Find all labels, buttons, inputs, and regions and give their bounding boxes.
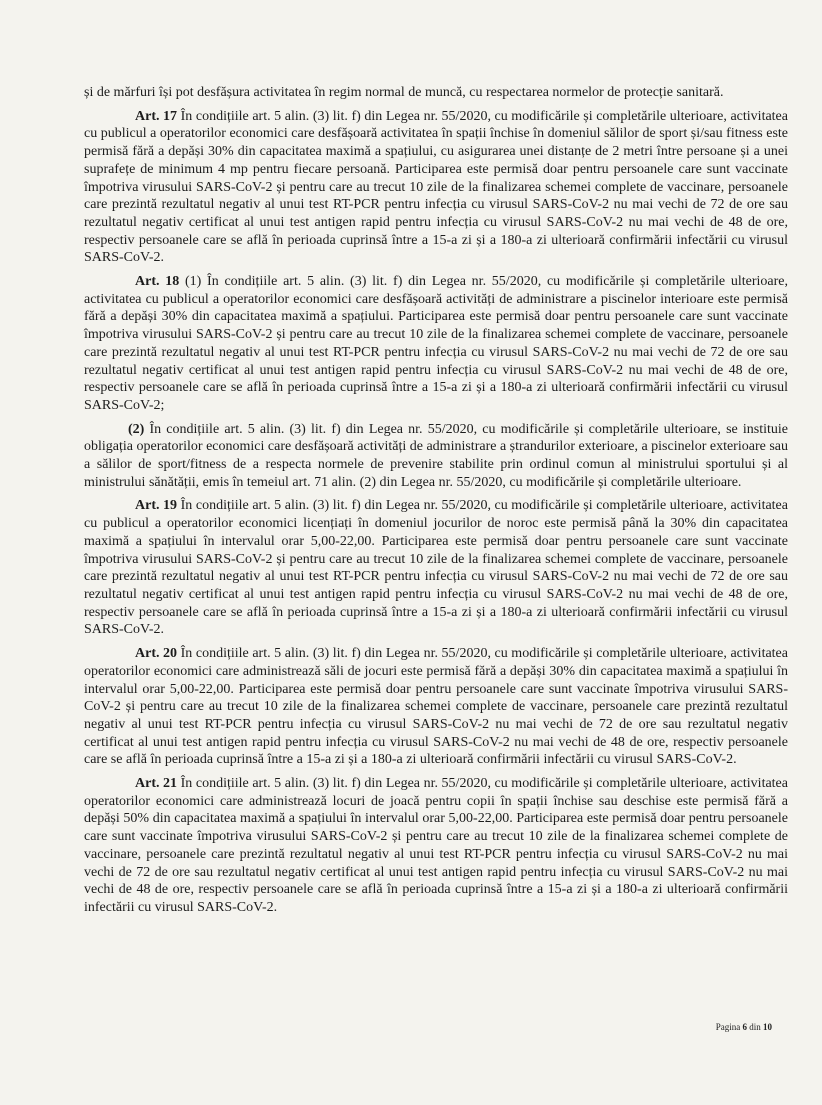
article-text: În condițiile art. 5 alin. (3) lit. f) din Legea nr. 55/2020, cu modificările și completările ulterioare, activitatea cu publicul a operatorilor economici licențiați în domeniul jocurilor de noroc este permisă până la 30% din capacitatea maximă a spațiului în intervalul orar 5,00-22,00. Participarea este permisă doar pentru persoanele care sunt vaccinate împotriva virusului SARS-CoV-2 și pentru care au trecut 10 zile de la finalizarea schemei complete de vaccinare, persoanele care prezintă rezultatul negativ al unui test RT-PCR pentru infecția cu virusul SARS-CoV-2 nu mai vechi de 72 de ore sau rezultatul negativ certificat al unui test antigen rapid pentru infecția cu virusul SARS-CoV-2 nu mai vechi de 48 de ore, respectiv persoanele care se află în perioada cuprinsă între a 15-a zi și a 180-a zi ulterioară confirmării infectării cu virusul SARS-CoV-2. — [84, 498, 788, 638]
article-label: Art. 19 — [135, 498, 178, 514]
article-label: Art. 21 — [135, 776, 178, 792]
article-19 — [84, 497, 788, 639]
article-17 — [84, 108, 788, 267]
article-18-1 — [84, 273, 788, 415]
article-21 — [84, 775, 788, 917]
article-label: Art. 20 — [135, 646, 178, 662]
page-word: Pagina — [715, 1022, 741, 1032]
article-20 — [84, 645, 788, 769]
intro-paragraph: și de mărfuri își pot desfășura activitatea în regim normal de muncă, cu respectarea normelor de protecție sanitară. — [84, 85, 724, 100]
of-word: din — [749, 1022, 761, 1032]
article-label: Art. 18 — [135, 274, 180, 290]
article-text: (1) În condițiile art. 5 alin. (3) lit. f) din Legea nr. 55/2020, cu modificările și completările ulterioare, activitatea cu publicul a operatorilor economici care desfășoară activități de administrare a piscinelor interioare este permisă fără a depăși 30% din capacitatea maximă a spațiului. Participarea este permisă doar pentru persoanele care sunt vaccinate împotriva virusului SARS-CoV-2 și pentru care au trecut 10 zile de la finalizarea schemei complete de vaccinare, persoanele care prezintă rezultatul negativ al unui test RT-PCR pentru infecția cu virusul SARS-CoV-2 nu mai vechi de 72 de ore sau rezultatul negativ certificat al unui test antigen rapid pentru infecția cu virusul SARS-CoV-2 nu mai vechi de 48 de ore, respectiv persoanele care se află în perioada cuprinsă între a 15-a zi și a 180-a zi ulterioară confirmării infectării cu virusul SARS-CoV-2; — [84, 274, 788, 413]
article-text: În condițiile art. 5 alin. (3) lit. f) din Legea nr. 55/2020, cu modificările și completările ulterioare, activitatea cu publicul a operatorilor economici care desfășoară activitatea în spații închise în domeniul sălilor de sport și/sau fitness este permisă fără a depăși 30% din capacitatea maximă a spațiului, cu asigurarea unei distanțe de 2 metri între persoane și a unei suprafețe de minimum 4 mp pentru fiecare persoană. Participarea este permisă doar pentru persoanele care sunt vaccinate împotriva virusului SARS-CoV-2 și pentru care au trecut 10 zile de la finalizarea schemei complete de vaccinare, persoanele care prezintă rezultatul negativ al unui test RT-PCR pentru infecția cu virusul SARS-CoV-2 nu mai vechi de 72 de ore sau rezultatul negativ certificat al unui test antigen rapid pentru infecția cu virusul SARS-CoV-2 nu mai vechi de 48 de ore, respectiv persoanele care se află în perioada cuprinsă între a 15-a zi și a 180-a zi ulterioară confirmării infectării cu virusul SARS-CoV-2. — [84, 108, 788, 266]
article-18-2 — [84, 421, 788, 492]
total-pages: 10 — [763, 1022, 772, 1032]
document-page — [84, 84, 788, 923]
page-number — [716, 1022, 772, 1032]
current-page: 6 — [742, 1022, 747, 1032]
article-text: În condițiile art. 5 alin. (3) lit. f) din Legea nr. 55/2020, cu modificările și completările ulterioare, activitatea operatorilor economici care administrează locuri de joacă pentru copii în spații închise sau deschise este permisă fără a depăși 50% din capacitatea maximă a spațiului în intervalul orar 5,00-22,00. Participarea este permisă doar pentru persoanele care sunt vaccinate împotriva virusului SARS-CoV-2 și pentru care au trecut 10 zile de la finalizarea schemei complete de vaccinare, persoanele care prezintă rezultatul negativ al unui test RT-PCR pentru infecția cu virusul SARS-CoV-2 nu mai vechi de 72 de ore sau rezultatul negativ certificat al unui test antigen rapid pentru infecția cu virusul SARS-CoV-2 nu mai vechi de 48 de ore, respectiv persoanele care se află în perioada cuprinsă între a 15-a zi și a 180-a zi ulterioară confirmării infectării cu virusul SARS-CoV-2. — [84, 776, 788, 915]
article-text: În condițiile art. 5 alin. (3) lit. f) din Legea nr. 55/2020, cu modificările și completările ulterioare, se instituie obligația operatorilor economici care desfășoară activități de administrare a ștrandurilor exterioare, a piscinelor exterioare sau a sălilor de sport/fitness de a respecta normele de prevenire stabilite prin ordinul comun al ministrului sportului și al ministrului sănătății, emis în temeiul art. 71 alin. (2) din Legea nr. 55/2020, cu modificările și completările ulterioare. — [84, 421, 788, 490]
article-text: În condițiile art. 5 alin. (3) lit. f) din Legea nr. 55/2020, cu modificările și completările ulterioare, activitatea operatorilor economici care administrează săli de jocuri este permisă fără a depăși 30% din capacitatea maximă a spațiului în intervalul orar 5,00-22,00. Participarea este permisă doar pentru persoanele care sunt vaccinate împotriva virusului SARS-CoV-2 și pentru care au trecut 10 zile de la finalizarea schemei complete de vaccinare, persoanele care prezintă rezultatul negativ al unui test RT-PCR pentru infecția cu virusul SARS-CoV-2 nu mai vechi de 72 de ore sau rezultatul negativ certificat al unui test antigen rapid pentru infecția cu virusul SARS-CoV-2 nu mai vechi de 48 de ore, respectiv persoanele care se află în perioada cuprinsă între a 15-a zi și a 180-a zi ulterioară confirmării infectării cu virusul SARS-CoV-2. — [84, 646, 788, 768]
article-label: Art. 17 — [135, 108, 178, 124]
article-label: (2) — [128, 421, 145, 437]
